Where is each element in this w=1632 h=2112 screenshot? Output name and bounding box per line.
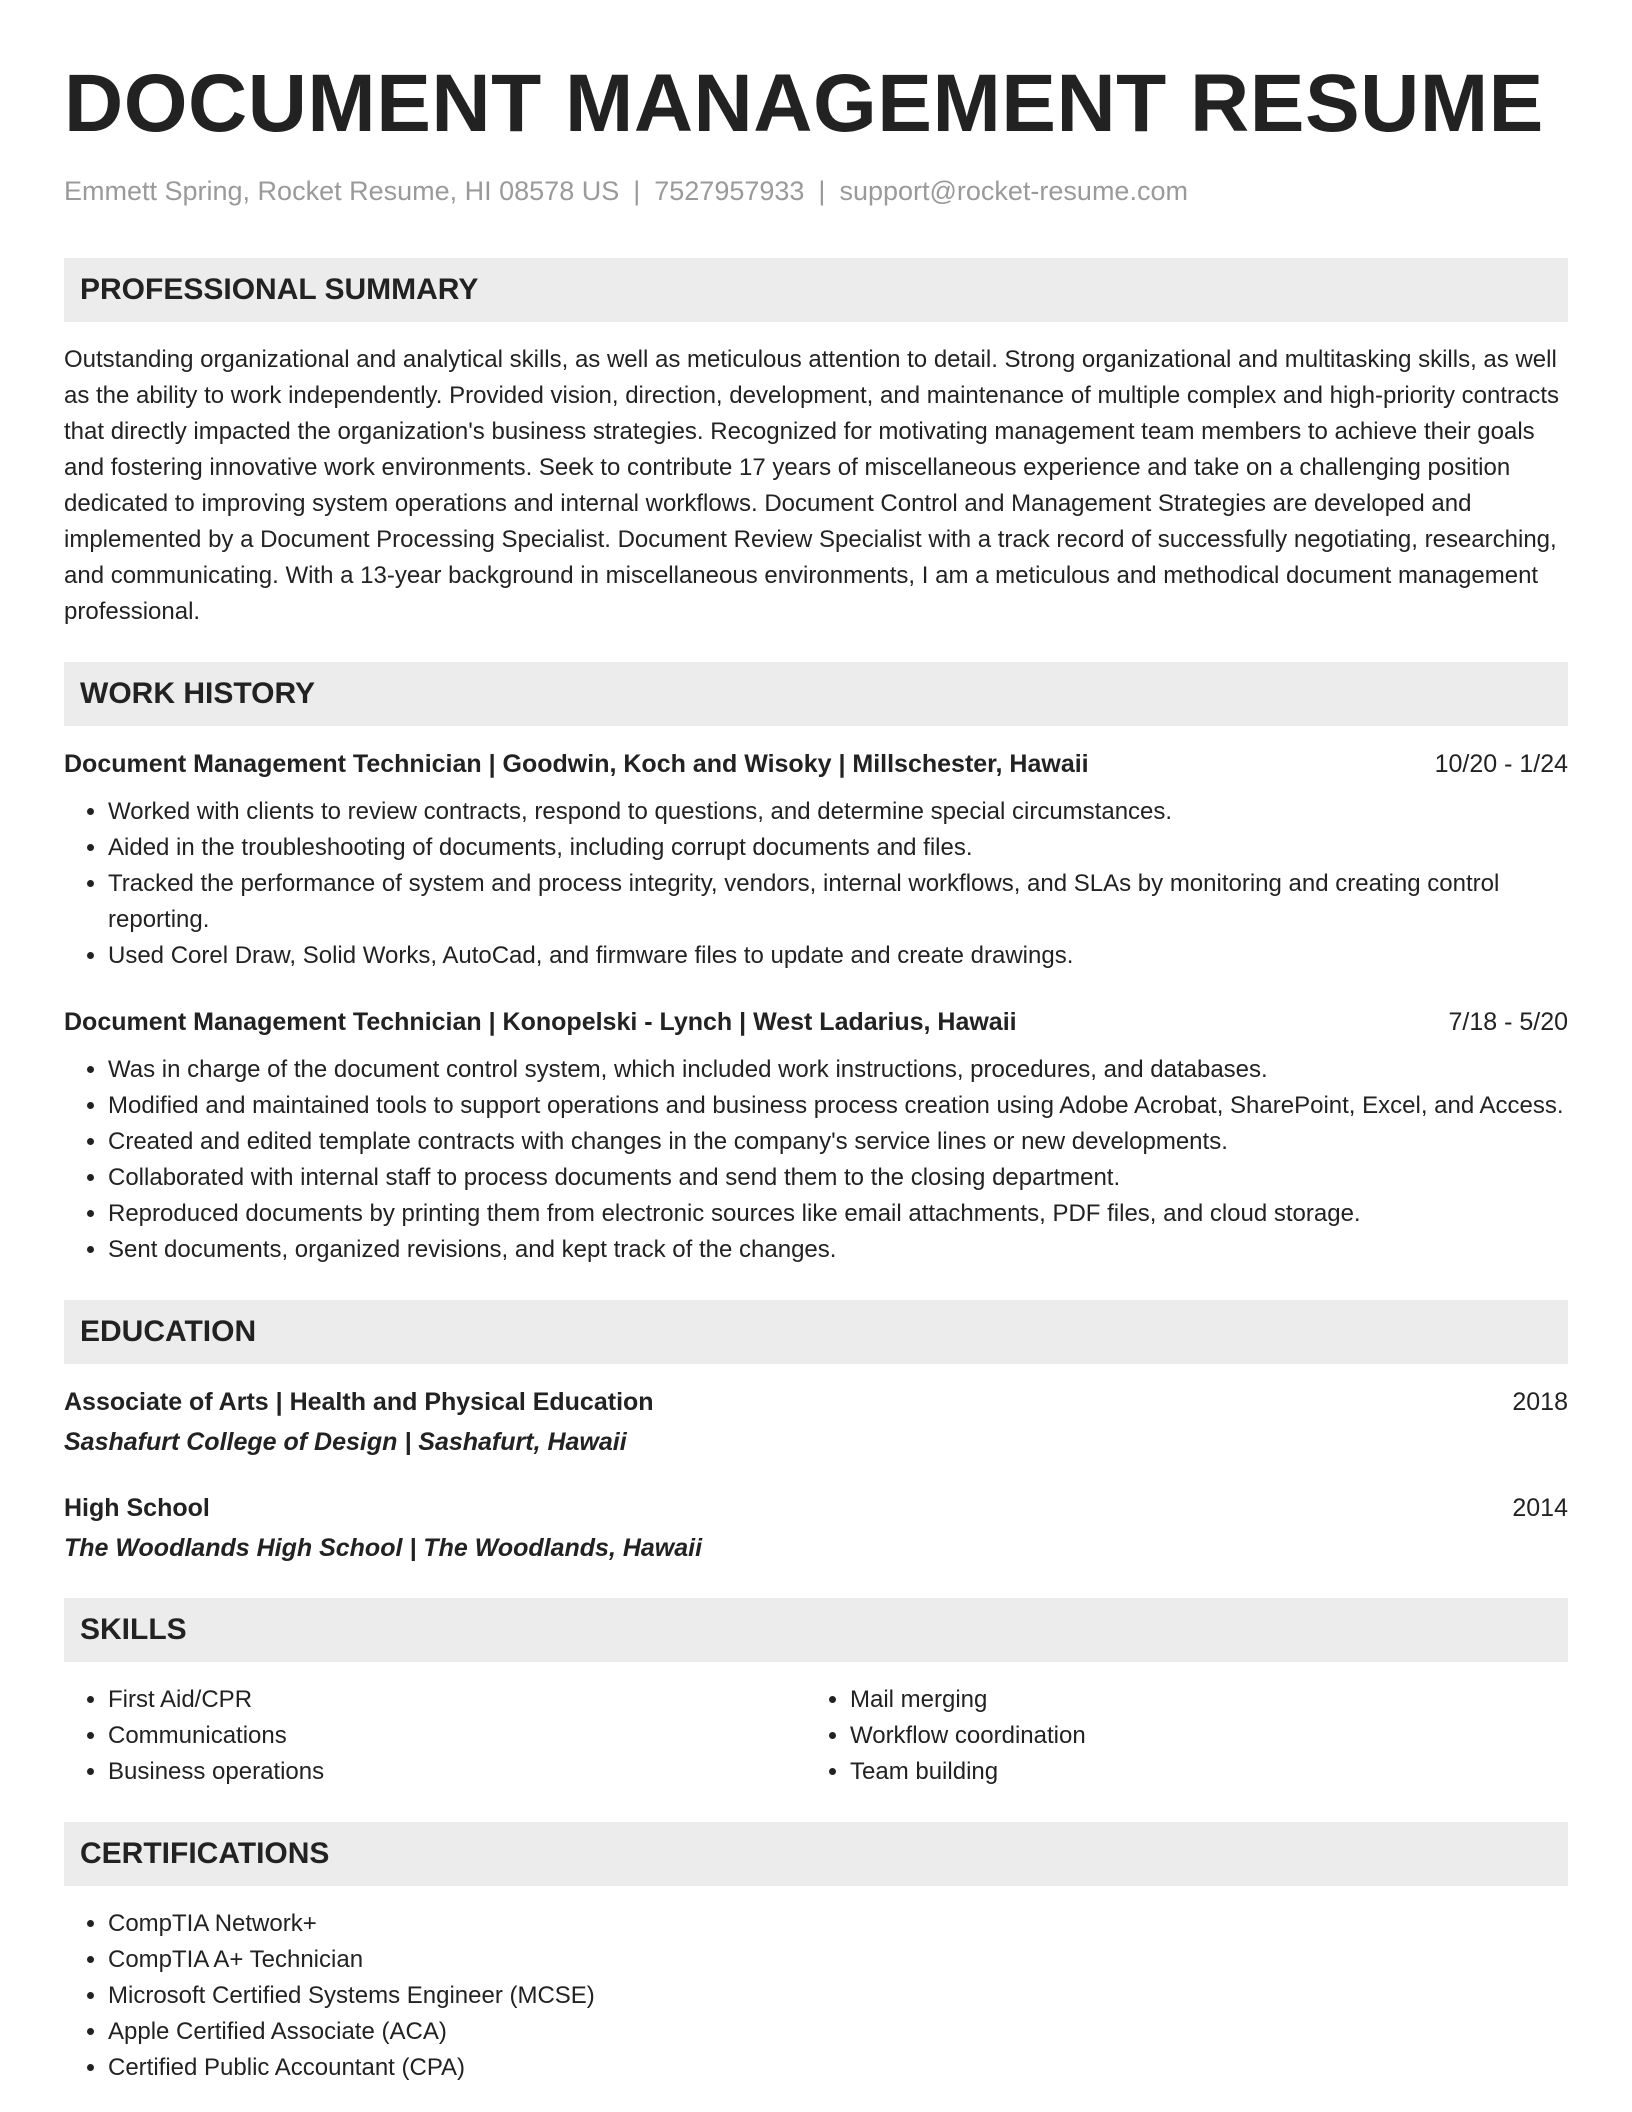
job-entry [64,746,1568,974]
job-dates: 7/18 - 5/20 [1448,1008,1568,1036]
job-bullets [64,1052,1568,1268]
job-bullet: • Tracked the performance of system and process integrity, vendors, internal workflows, and SLAs by monitoring and creating control reporting. [108,866,1568,938]
education-degree: Associate of Arts | Health and Physical Education [64,1388,654,1416]
certification-item: • Certified Public Accountant (CPA) [108,2050,1568,2086]
job-header [64,746,1568,782]
job-bullet: • Reproduced documents by printing them from electronic sources like email attachments, PDF files, and cloud storage. [108,1196,1568,1232]
education-heading: EDUCATION [64,1300,1568,1364]
education-school: The Woodlands High School | The Woodlands, Hawaii [64,1534,703,1562]
summary-heading: PROFESSIONAL SUMMARY [64,258,1568,322]
education-year: 2014 [1512,1494,1568,1522]
skill-item: • Team building [850,1754,1548,1790]
contact-separator: | [633,176,641,206]
job-bullet: • Created and edited template contracts with changes in the company's service lines or new developments. [108,1124,1568,1160]
skills-list-left [64,1682,806,1790]
skill-item: • Business operations [108,1754,806,1790]
job-bullets [64,794,1568,974]
certifications-section [64,1822,1568,2086]
job-bullet: • Collaborated with internal staff to process documents and send them to the closing department. [108,1160,1568,1196]
education-section [64,1300,1568,1566]
work-history-heading: WORK HISTORY [64,662,1568,726]
education-entry [64,1490,1568,1566]
job-entry [64,1004,1568,1268]
job-title: Document Management Technician | Konopelski - Lynch | West Ladarius, Hawaii [64,1008,1017,1036]
skill-item: • First Aid/CPR [108,1682,806,1718]
certification-item: • CompTIA A+ Technician [108,1942,1568,1978]
skill-item: • Communications [108,1718,806,1754]
certifications-list [64,1906,1568,2086]
job-bullet: • Aided in the troubleshooting of documents, including corrupt documents and files. [108,830,1568,866]
education-header [64,1490,1568,1526]
contact-line [64,174,1568,208]
education-header [64,1384,1568,1420]
contact-email: support@rocket-resume.com [839,176,1188,206]
certifications-heading: CERTIFICATIONS [64,1822,1568,1886]
job-bullet: • Modified and maintained tools to support operations and business process creation using Adobe Acrobat, SharePoint, Excel, and Access. [108,1088,1568,1124]
education-school: Sashafurt College of Design | Sashafurt, Hawaii [64,1428,627,1456]
page-title: DOCUMENT MANAGEMENT RESUME [64,58,1544,149]
education-degree: High School [64,1494,210,1522]
skills-list-right [806,1682,1548,1790]
summary-text: Outstanding organizational and analytical skills, as well as meticulous attention to detail. Strong organizational and multitasking skills, as well as the ability to work independently. Provided vision, direction, development, and maintenance of multiple complex and high-priority contracts that directly impacted the organization's business strategies. Recognized for motivating management team members to achieve their goals and fostering innovative work environments. Seek to contribute 17 years of miscellaneous experience and take on a challenging position dedicated to improving system operations and internal workflows. Document Control and Management Strategies are developed and implemented by a Document Processing Specialist. Document Review Specialist with a track record of successfully negotiating, researching, and communicating. With a 13-year background in miscellaneous environments, I am a meticulous and methodical document management professional. [64,346,1560,625]
job-title: Document Management Technician | Goodwin, Koch and Wisoky | Millschester, Hawaii [64,750,1089,778]
job-bullet: • Worked with clients to review contracts, respond to questions, and determine special circumstances. [108,794,1568,830]
contact-separator: | [818,176,826,206]
job-bullet: • Sent documents, organized revisions, and kept track of the changes. [108,1232,1568,1268]
contact-phone: 7527957933 [654,176,805,206]
skills-section [64,1598,1568,1790]
education-year: 2018 [1512,1388,1568,1416]
job-header [64,1004,1568,1040]
education-entry [64,1384,1568,1460]
job-bullet: • Used Corel Draw, Solid Works, AutoCad, and firmware files to update and create drawings. [108,938,1568,974]
job-bullet: • Was in charge of the document control system, which included work instructions, procedures, and databases. [108,1052,1568,1088]
job-dates: 10/20 - 1/24 [1434,750,1568,778]
work-history-section [64,662,1568,1268]
certification-item: • Microsoft Certified Systems Engineer (MCSE) [108,1978,1568,2014]
contact-address: Emmett Spring, Rocket Resume, HI 08578 US [64,176,620,206]
skills-grid [64,1682,1568,1790]
summary-section [64,258,1568,630]
certification-item: • CompTIA Network+ [108,1906,1568,1942]
certification-item: • Apple Certified Associate (ACA) [108,2014,1568,2050]
resume-page [64,0,1568,2086]
skill-item: • Workflow coordination [850,1718,1548,1754]
skills-heading: SKILLS [64,1598,1568,1662]
skill-item: • Mail merging [850,1682,1548,1718]
